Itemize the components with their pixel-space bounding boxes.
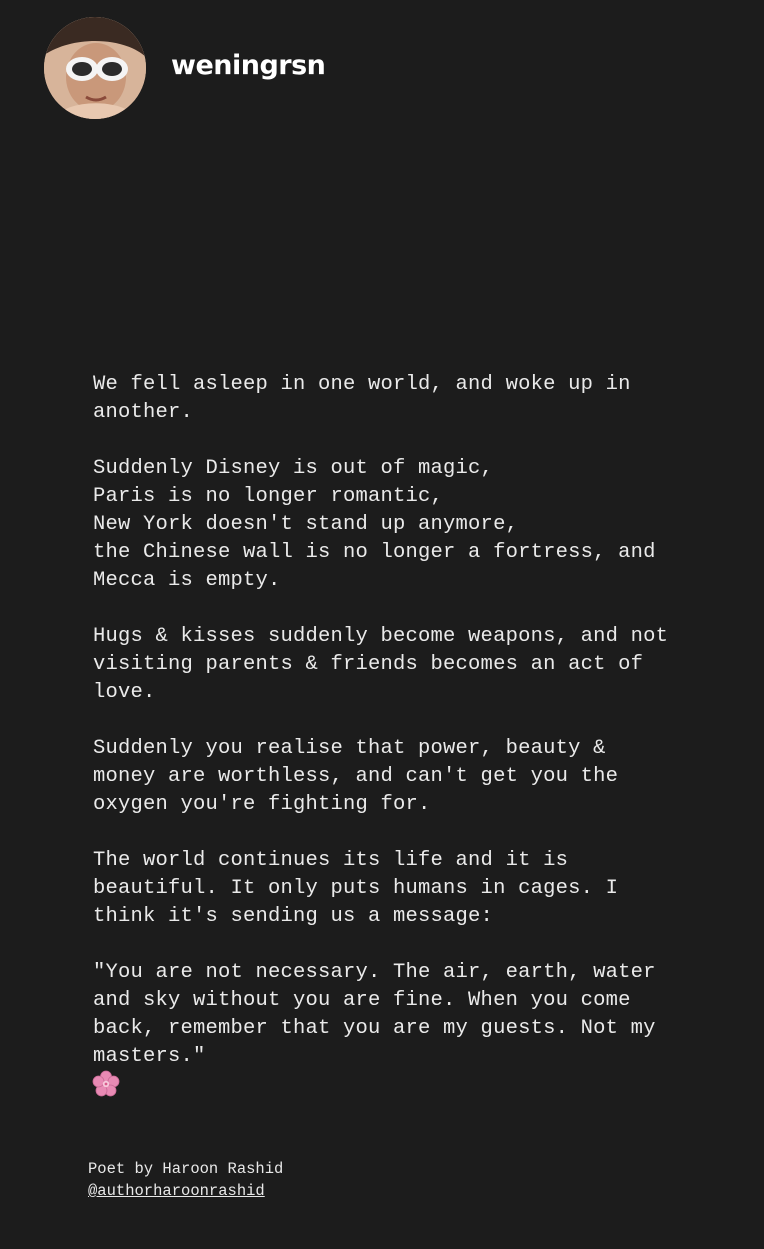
- avatar[interactable]: [44, 17, 146, 119]
- poem-paragraph: The world continues its life and it is beautiful. It only puts humans in cages. I think it's sending us a message:: [93, 849, 619, 928]
- poem-paragraph: "You are not necessary. The air, earth, water and sky without you are fine. When you come back, remember that you are my guests. Not my masters.": [93, 961, 656, 1068]
- credit-line: Poet by Haroon Rashid: [88, 1160, 284, 1178]
- poem-paragraph: Suddenly you realise that power, beauty & money are worthless, and can't get you the oxygen you're fighting for.: [93, 737, 619, 816]
- username[interactable]: weningrsn: [171, 49, 326, 81]
- author-handle-link[interactable]: @authorharoonrashid: [88, 1182, 265, 1200]
- poem-paragraph: Suddenly Disney is out of magic, Paris is no longer romantic, New York doesn't stand up anymore, the Chinese wall is no longer a fortress, and Mecca is empty.: [93, 457, 656, 592]
- avatar-image: [44, 17, 146, 119]
- poem-text: [93, 371, 753, 1071]
- story-header: [44, 17, 325, 119]
- cherry-blossom-icon: [92, 1070, 120, 1098]
- poet-credit: [88, 1158, 283, 1202]
- poem-paragraph: Hugs & kisses suddenly become weapons, and not visiting parents & friends becomes an act of love.: [93, 625, 669, 704]
- poem-paragraph: We fell asleep in one world, and woke up in another.: [93, 373, 631, 424]
